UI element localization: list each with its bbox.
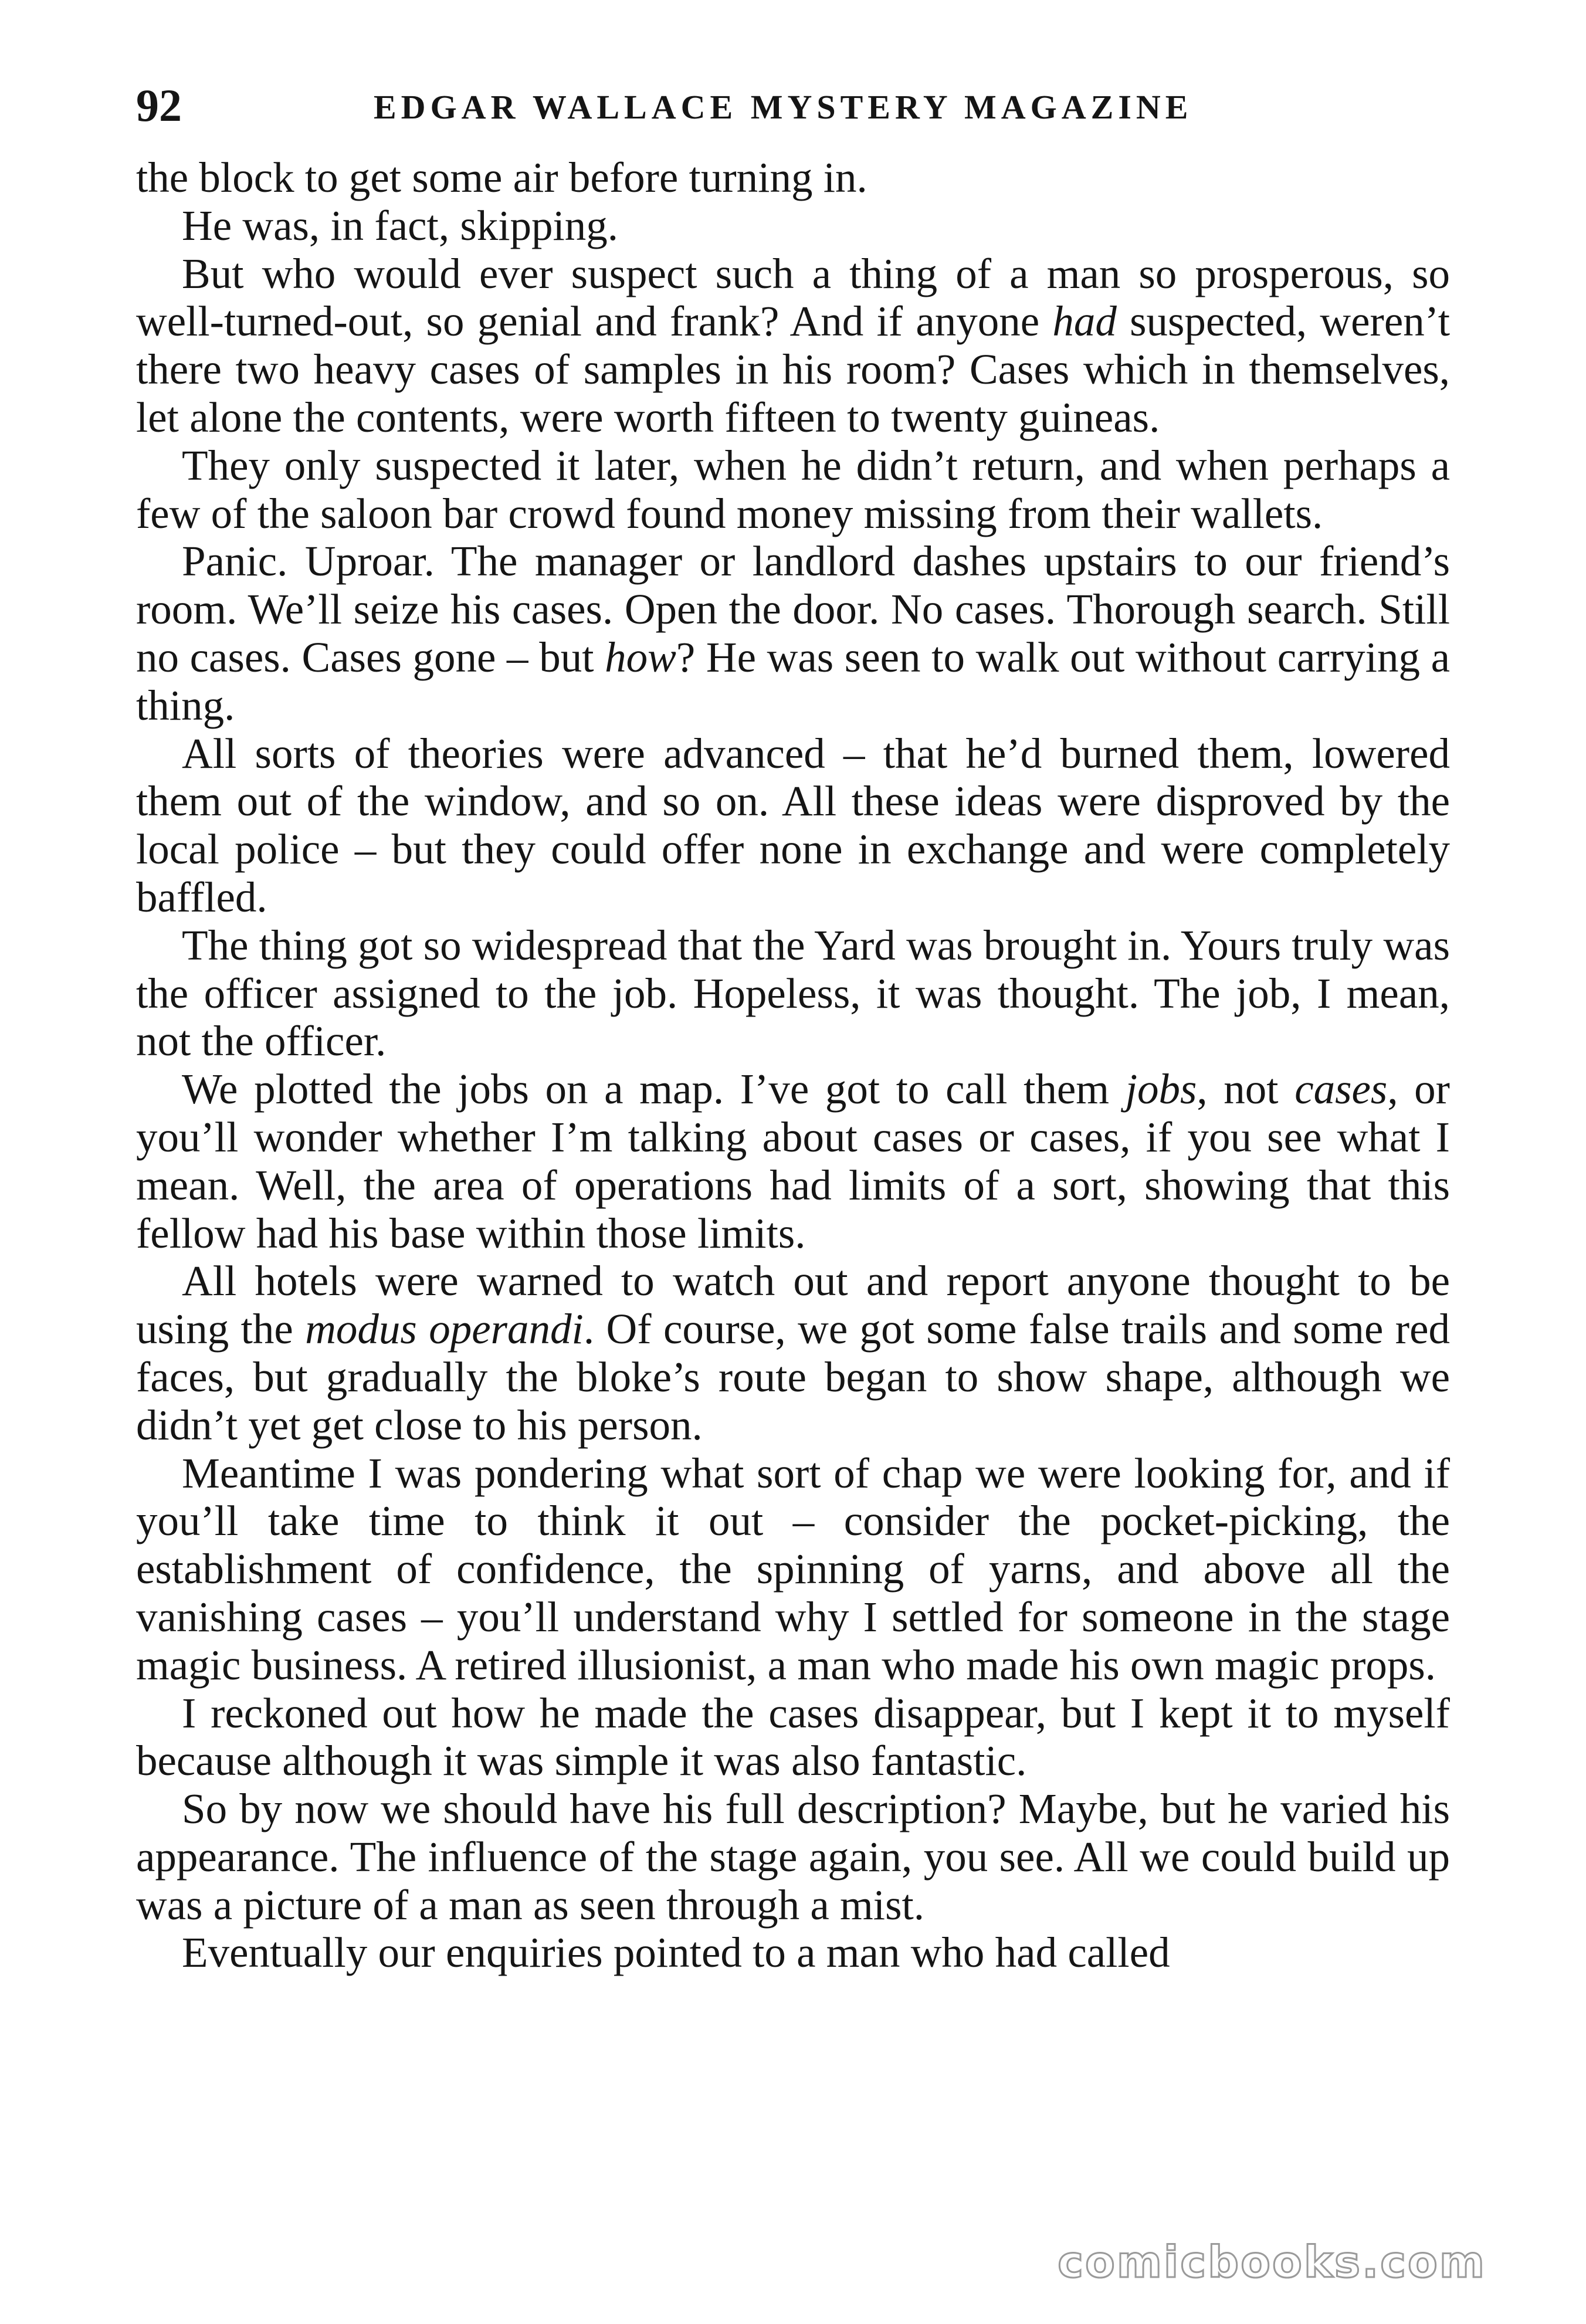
paragraph-text: ? He was seen to walk out without carrying a thing. [136,633,1451,729]
story-paragraph [136,154,1450,202]
paragraph-text: the block to get some air before turning in. [136,154,867,201]
story-paragraph [136,1785,1450,1929]
story-paragraph [136,1929,1450,1977]
paragraph-text: But who would ever suspect such a thing of a man so prosperous, so well-turned-out, so genial and frank? And if anyone [136,249,1450,345]
paragraph-text: They only suspected it later, when he didn’t return, and when perhaps a few of the saloon bar crowd found money missing from their wallets. [136,441,1450,537]
story-paragraph [136,1257,1450,1449]
story-paragraph [136,1449,1450,1689]
magazine-title: EDGAR WALLACE MYSTERY MAGAZINE [374,88,1193,126]
paragraph-text: Panic. Uproar. The manager or landlord dashes upstairs to our friend’s room. We’ll seize his cases. Open the door. No cases. Thorough search. Still no cases. Cases gone – but [136,537,1450,681]
paragraph-text: Eventually our enquiries pointed to a man who had called [182,1929,1170,1977]
paragraph-text: He was, in fact, skipping. [182,201,619,249]
paragraph-text: suspected, weren’t there two heavy cases of samples in his room? Cases which in themselves, let alone the contents, were worth fifteen to twenty guineas. [136,297,1450,441]
paragraph-text: , or you’ll wonder whether I’m talking about cases or cases, if you see what I mean. Well, the area of operations had limits of a sort, showing that this fellow had his base within those limits. [136,1065,1450,1257]
paragraph-text: Meantime I was pondering what sort of chap we were looking for, and if you’ll take time to think it out – consider the pocket-picking, the establishment of confidence, the spinning of yarns, and above all the vanishing cases – you’ll understand why I settled for someone in the stage magic business. A retired illusionist, a man who made his own magic props. [136,1449,1450,1689]
italic-text: modus operandi [305,1305,584,1353]
running-head [136,76,1450,147]
story-paragraph [136,1689,1450,1786]
page-number: 92 [136,80,182,131]
paragraph-text: The thing got so widespread that the Yard was brought in. Yours truly was the officer assigned to the job. Hopeless, it was thought. The job, I mean, not the officer. [136,921,1450,1065]
story-paragraph [136,730,1450,922]
italic-text: had [1052,297,1117,345]
story-paragraph [136,442,1450,538]
italic-text: how [605,633,676,681]
story-paragraph [136,250,1450,442]
paragraph-text: We plotted the jobs on a map. I’ve got to call them [182,1065,1126,1113]
story-paragraph [136,1065,1450,1257]
paragraph-text: I reckoned out how he made the cases disappear, but I kept it to myself because although it was simple it was also fantastic. [136,1689,1450,1785]
paragraph-text: . Of course, we got some false trails and some red faces, but gradually the bloke’s route began to show shape, although we didn’t yet get close to his person. [136,1305,1450,1449]
story-paragraph [136,537,1450,729]
paragraph-text: All sorts of theories were advanced – that he’d burned them, lowered them out of the window, and so on. All these ideas were disproved by the local police – but they could offer none in exchange and were completely baffled. [136,729,1450,921]
paragraph-text: So by now we should have his full description? Maybe, but he varied his appearance. The influence of the stage again, you see. All we could build up was a picture of a man as seen through a mist. [136,1785,1450,1929]
paragraph-text: , not [1197,1065,1295,1113]
paragraph-text: All hotels were warned to watch out and report anyone thought to be using the [136,1257,1450,1353]
italic-text: jobs [1125,1065,1197,1113]
watermark: comicbooks.com [1058,2237,1486,2288]
italic-text: cases [1294,1065,1388,1113]
story-paragraph [136,922,1450,1065]
story-paragraph [136,202,1450,250]
story-body [136,154,1450,1977]
magazine-page [136,76,1450,2258]
